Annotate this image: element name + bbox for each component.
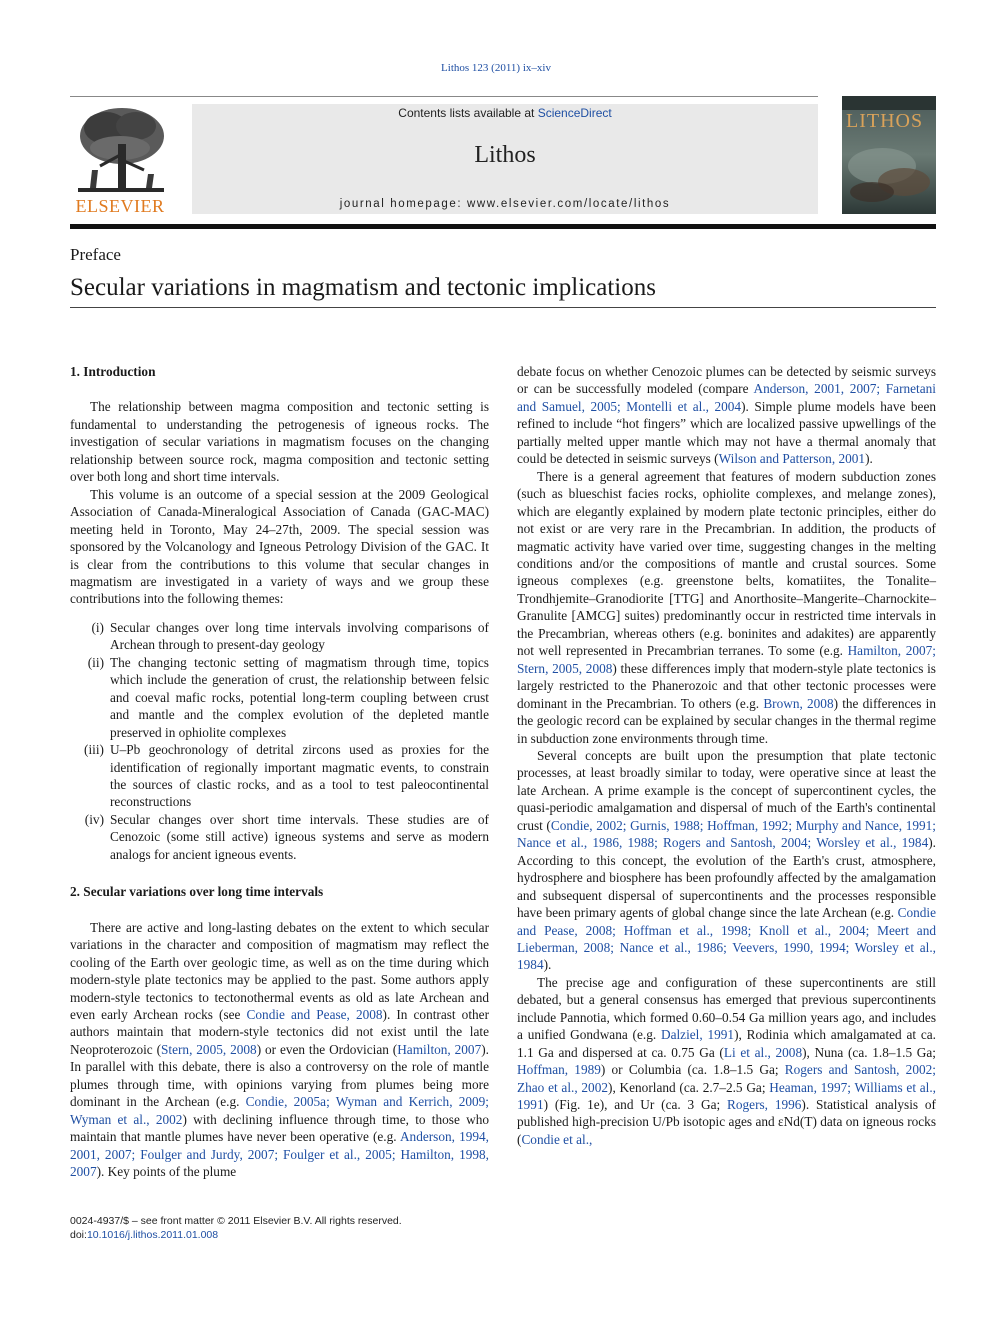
reference-link[interactable]: Li et al., 2008 [723, 1044, 803, 1060]
list-number: (iii) [84, 742, 104, 758]
reference-link[interactable]: Anderson, 1994, 2001, 2007; Foulger and Jurdy, 2007; Foulger et al., 2005; Hamilton, 1998, 2007 [70, 1129, 489, 1180]
paragraph: Several concepts are built upon the presumption that plate tectonic processes, at least broadly similar to today, were operative since at least the late Archean. A prime example is the concept of supercontinent cycles, the quasi-periodic amalgamation and dispersal of much of the Earth's continental crust (Condie, 2002; Gurnis, 1988; Hoffman, 1992; Murphy and Nance, 1991; Nance et al., 1986, 1988; Rogers and Santosh, 2004; Worsley et al., 1984). According to this concept, the evolution of the Earth's crust, atmosphere, hydrosphere and biosphere has been profoundly affected by the amalgamation and subsequent dispersal of supercontinents and the processes responsible have been primary agents of global change since the late Archean (e.g. Condie and Pease, 2008; Hoffman et al., 1998; Knoll et al., 2004; Meert and Lieberman, 2008; Nance et al., 1986; Veevers, 1990, 1994; Worsley et al., 1984). [517, 747, 936, 973]
reference-link[interactable]: Condie, 2005a; Wyman and Kerrich, 2009; Wyman et al., 2002 [70, 1094, 489, 1127]
section-heading-introduction: 1. Introduction [70, 364, 156, 379]
paragraph: The relationship between magma composition and tectonic setting is fundamental to understanding the petrogenesis of igneous rocks. The investigation of secular variations in magmatism focuses on the changing relationship between source rock, magma composition and tectonic setting over both long and short time intervals. [70, 399, 489, 485]
title-rule [70, 307, 936, 308]
paragraph: This volume is an outcome of a special session at the 2009 Geological Association of Canada-Mineralogical Association of Canada (GAC-MAC) meeting held in Toronto, May 24–27th, 2009. The special session was sponsored by the Volcanology and Igneous Petrology Division of the GAC. It is clear from the contributions to this volume that secular changes in magmatism are investigated in a variety of ways and we group these contributions into the following themes: [70, 486, 489, 607]
article-title: Secular variations in magmatism and tectonic implications [70, 274, 656, 301]
elsevier-wordmark[interactable]: ELSEVIER [75, 196, 165, 216]
reference-link[interactable]: Wilson and Patterson, 2001 [718, 451, 866, 467]
reference-link[interactable]: Hamilton, 2007; Stern, 2005, 2008 [517, 643, 936, 676]
reference-link[interactable]: Rogers, 1996 [727, 1097, 802, 1113]
reference-link[interactable]: Condie and Pease, 2008; Hoffman et al., 1998; Knoll et al., 2004; Meert and Lieberman, 2008; Nance et al., 1986; Veevers, 1990, 1994; Worsley et al., 1984 [517, 905, 936, 973]
doi-link[interactable]: 10.1016/j.lithos.2011.01.008 [86, 1229, 219, 1241]
paragraph: debate focus on whether Cenozoic plumes can be detected by seismic surveys or can be successfully modeled (compare Anderson, 2001, 2007; Farnetani and Samuel, 2005; Montelli et al., 2004). Simple plume models have been refined to include “hot fingers” which are localized passive upwellings of the partially melted upper mantle which may not have a thermal anomaly that could be detected in seismic surveys (Wilson and Patterson, 2001). [517, 364, 936, 467]
contents-available-line [192, 106, 818, 120]
reference-link[interactable]: Stern, 2005, 2008 [161, 1041, 257, 1057]
reference-link[interactable]: Dalziel, 1991 [660, 1027, 735, 1043]
list-text: U–Pb geochronology of detrital zircons used as proxies for the identification of regionally important magmatic events, to constrain the sources of clastic rocks, and as a tool to test paleocontinental reconstructions [110, 742, 489, 810]
left-column [70, 363, 489, 1180]
elsevier-tree-icon [70, 104, 170, 196]
reference-link[interactable]: Anderson, 2001, 2007; Farnetani and Samuel, 2005; Montelli et al., 2004 [517, 381, 936, 414]
article-section-type: Preface [70, 245, 121, 264]
header-top-rule [70, 96, 818, 97]
cover-title: LITHOS [846, 110, 924, 132]
journal-citation[interactable]: Lithos 123 (2011) ix–xiv [441, 62, 551, 74]
list-text: The changing tectonic setting of magmatism through time, topics which include the generation of crust, the relationship between felsic and coeval mafic rocks, potential long-term coupling between crust and mantle and the complex evolution of the depleted mantle preserved in ophiolite complexes [110, 654, 489, 740]
reference-link[interactable]: Condie et al., [521, 1131, 593, 1147]
list-number: (iv) [84, 811, 104, 827]
right-column [517, 363, 936, 1148]
reference-link[interactable]: Rogers and Santosh, 2002; Zhao et al., 2002 [517, 1062, 936, 1095]
paragraph: The precise age and configuration of these supercontinents are still debated, but a general consensus has emerged that previous supercontinents include Pannotia, which formed 0.60–0.54 Ga million years ago, and includes a unified Gondwana (e.g. Dalziel, 1991), Rodinia which amalgamated at ca. 1.1 Ga and dispersed at ca. 0.75 Ga (Li et al., 2008), Nuna (ca. 1.8–1.5 Ga; Hoffman, 1989) or Columbia (ca. 1.8–1.5 Ga; Rogers and Santosh, 2002; Zhao et al., 2002), Kenorland (ca. 2.7–2.5 Ga; Heaman, 1997; Williams et al., 1991) (Fig. 1e), and Ur (ca. 3 Ga; Rogers, 1996). Statistical analysis of published high-precision U/Pb isotopic ages and εNd(T) data on igneous rocks (Condie et al., [517, 974, 937, 1147]
journal-cover-image [842, 96, 936, 214]
issn-line: 0024-4937/$ – see front matter © 2011 Elsevier B.V. All rights reserved. [70, 1215, 402, 1227]
footer-copyright [70, 1214, 402, 1242]
list-item [70, 619, 489, 654]
reference-link[interactable]: Heaman, 1997; Williams et al., 1991 [517, 1079, 937, 1113]
reference-link[interactable]: Condie and Pease, 2008 [246, 1006, 383, 1022]
reference-link[interactable]: Hamilton, 2007 [397, 1041, 482, 1057]
reference-link[interactable]: Hoffman, 1989 [517, 1062, 601, 1078]
journal-homepage[interactable]: journal homepage: www.elsevier.com/locate/lithos [339, 198, 671, 210]
paragraph: There is a general agreement that features of modern subduction zones (such as blueschist facies rocks, ophiolite complexes, and melange zones), which are elegantly explained by modern plate tectonic principles, either do not exist or are very rare in the Precambrian. In addition, the products of magmatic activity have varied over time, suggesting changes in the melting conditions and/or the compositions of mantle and crustal sources. Some igneous complexes (e.g. greenstone belts, komatiites, the Tonalite–Trondhjemite–Granodiorite [TTG] and Anorthosite–Mangerite–Charnockite–Granulite [AMCG] suites) predominantly occur in restricted time intervals in the Precambrian, whereas others (e.g. boninites and adakites) are apparently not well represented in Precambrian terranes. To some (e.g. Hamilton, 2007; Stern, 2005, 2008) these differences imply that modern-style plate tectonics is largely restricted to the Phanerozoic and that other tectonic processes were dominant in the Precambrian. To others (e.g. Brown, 2008) the differences in the geologic record can be explained by secular changes in the thermal regime in subduction zone environments through time. [517, 468, 936, 746]
doi-line: doi:10.1016/j.lithos.2011.01.008 [70, 1229, 219, 1241]
reference-link[interactable]: Condie, 2002; Gurnis, 1988; Hoffman, 1992; Murphy and Nance, 1991; Nance et al., 1986, 1988; Rogers and Santosh, 2004; Worsley et al., 1984 [517, 817, 936, 851]
list-item [70, 654, 489, 741]
themes-list [70, 619, 489, 863]
header-bottom-rule [70, 224, 936, 229]
paragraph: There are active and long-lasting debates on the extent to which secular variations in the character and composition of magmatism may reflect the cooling of the Earth over geologic time, as well as on the time during which modern-style plate tectonics may be applied to the past. Some authors apply modern-style tectonics to tectonothermal events as old as late Archean and even early Archean rocks (see Condie and Pease, 2008). In contrast other authors maintain that modern-style tectonics did not exist until the late Neoproterozoic (Stern, 2005, 2008) or even the Ordovician (Hamilton, 2007). In parallel with this debate, there is also a controversy on the role of mantle plumes through time, with opinions varying from plumes being more dominant in the Archean (e.g. Condie, 2005a; Wyman and Kerrich, 2009; Wyman et al., 2002) with declining influence through time, to those who maintain that mantle plumes have never been operative (e.g. Anderson, 1994, 2001, 2007; Foulger and Jurdy, 2007; Foulger et al., 2005; Hamilton, 1998, 2007). Key points of the plume [70, 919, 490, 1180]
contents-prefix: Contents lists available at [398, 106, 538, 120]
list-text: Secular changes over short time intervals. These studies are of Cenozoic (some still active) igneous systems and serve as modern analogs for ancient igneous events. [110, 811, 489, 862]
section-heading-secular-variations: 2. Secular variations over long time intervals [70, 884, 324, 900]
journal-title: Lithos [474, 142, 536, 168]
list-text: Secular changes over long time intervals involving comparisons of Archean through to present-day geology [110, 619, 489, 653]
list-number: (ii) [87, 654, 104, 670]
list-item [70, 741, 489, 811]
reference-link[interactable]: Brown, 2008 [763, 695, 834, 711]
sciencedirect-link[interactable]: ScienceDirect [537, 106, 612, 120]
list-item [70, 811, 489, 863]
list-number: (i) [91, 619, 104, 635]
